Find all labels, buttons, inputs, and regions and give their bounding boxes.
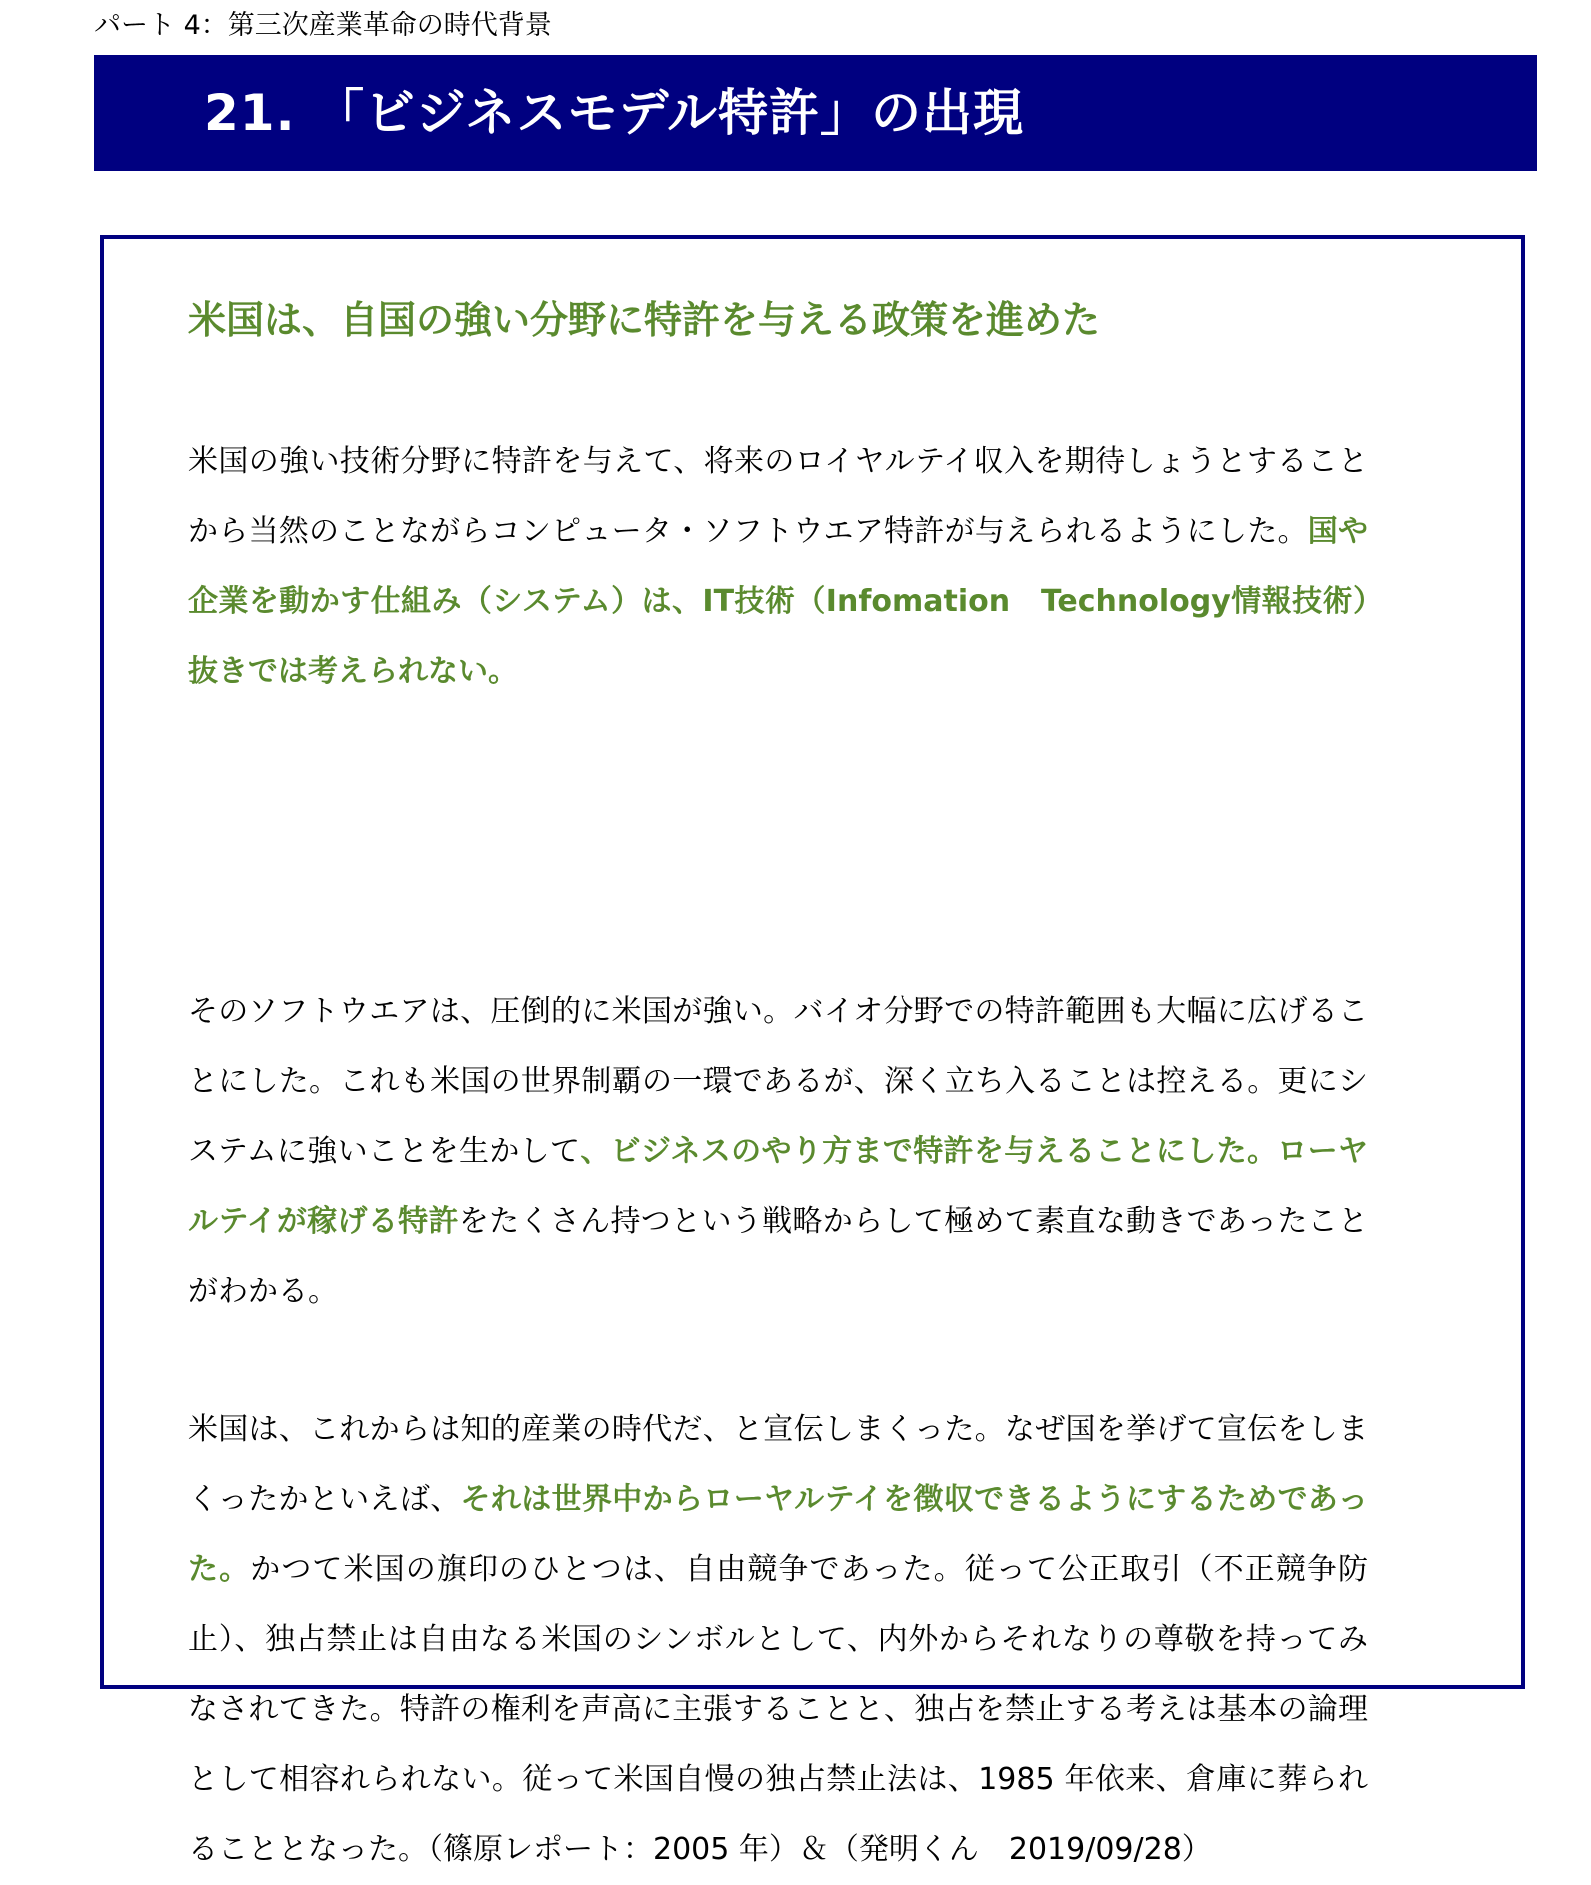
section-subheading: 米国は、自国の強い分野に特許を与える政策を進めた <box>188 298 1101 342</box>
paragraph-1 <box>188 427 1368 707</box>
paragraph-3-text-2: かつて米国の旗印のひとつは、自由競争であった。従って公正取引（不正競争防止）、独占禁止は自由なる米国のシンボルとして、内外からそれなりの尊敬を持ってみなされてきた。特許の権利を声高に主張することと、独占を禁止する考えは基本の論理として相容れられない。従って米国自慢の独占禁止法は、1985 年依来、倉庫に葬られることとなった。（篠原レポート：2005 年）＆（発明くん 2019/09/28） <box>188 1552 1368 1867</box>
paragraph-2-text-1: そのソフトウエアは、圧倒的に米国が強い。バイオ分野での特許範囲も大幅に広げることにした。これも米国の世界制覇の一環であるが、深く立ち入ることは控える。更にシステムに強いことを生かして <box>188 994 1368 1169</box>
paragraph-1-highlight-1: 国や企業を動かす仕組み（システム）は、IT技術（Infomation Technology情報技術）抜きでは考えられない。 <box>188 514 1369 689</box>
page-title: 21. 「ビジネスモデル特許」の出現 <box>204 84 1024 142</box>
paragraph-3-text-1: 米国は、これからは知的産業の時代だ、と宣伝しまくった。なぜ国を挙げて宣伝をしまくったかといえば、 <box>188 1412 1368 1517</box>
breadcrumb: パート 4：第三次産業革命の時代背景 <box>94 10 552 41</box>
paragraph-1-text-1: 米国の強い技術分野に特許を与えて、将来のロイヤルテイ収入を期待しょうとすることから当然のことながらコンピュータ・ソフトウエア特許が与えられるようにした。 <box>188 444 1368 549</box>
title-bar <box>94 55 1537 171</box>
paragraph-3-highlight-1: それは世界中からローヤルテイを徴収できるようにするためであった。 <box>188 1482 1368 1587</box>
paragraph-2-text-2: をたくさん持つという戦略からして極めて素直な動きであったことがわかる。 <box>188 1204 1368 1309</box>
paragraph-2 <box>188 977 1368 1327</box>
paragraph-2-highlight-1: 、ビジネスのやり方まで特許を与えることにした。ローヤルテイが稼げる特許 <box>188 1134 1368 1239</box>
paragraph-3 <box>188 1395 1368 1885</box>
content-box <box>100 235 1525 1867</box>
